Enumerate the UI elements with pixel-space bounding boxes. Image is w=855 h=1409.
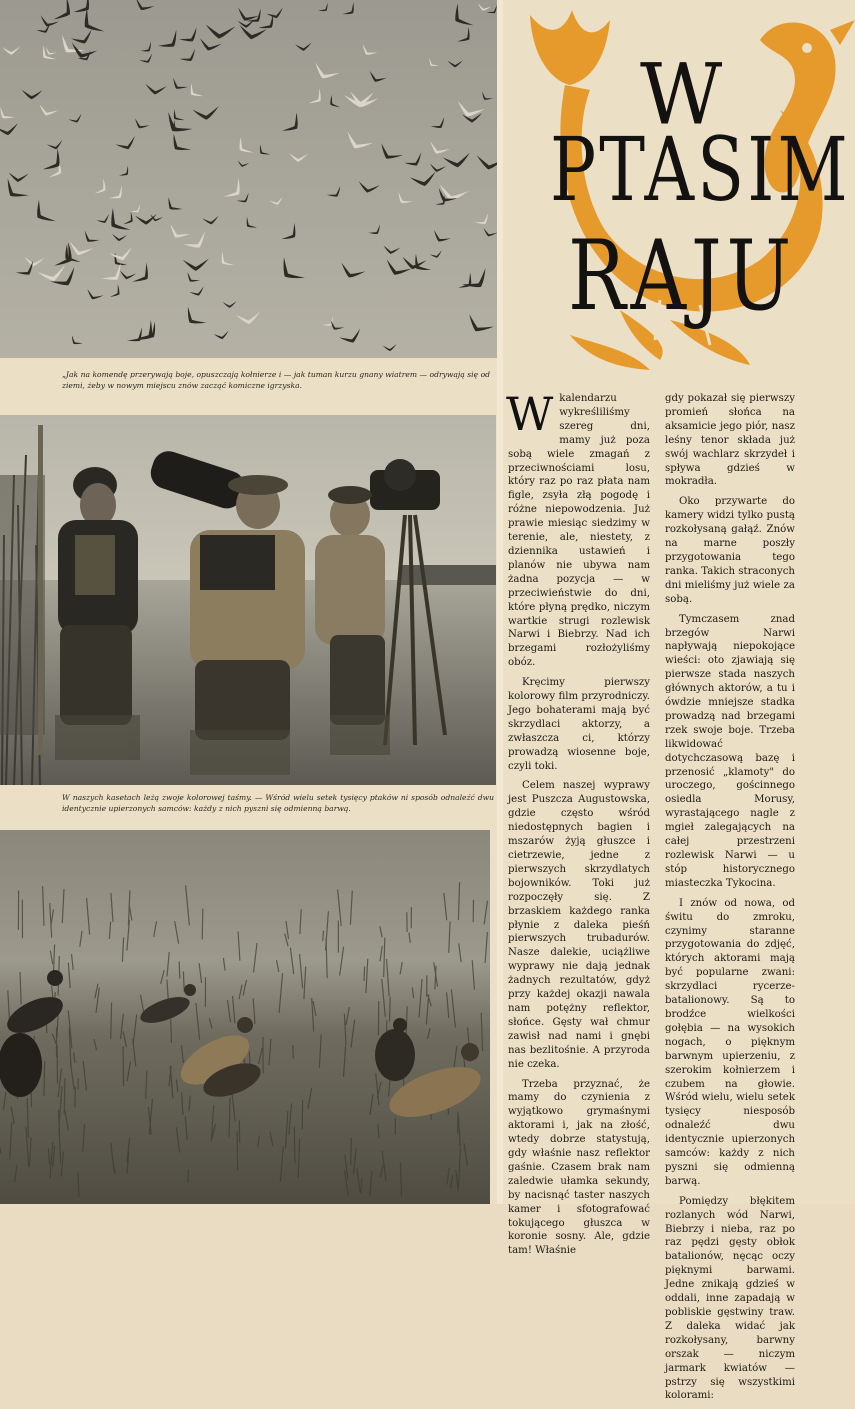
grass-blade bbox=[390, 997, 391, 1022]
grass-blade bbox=[171, 1019, 172, 1043]
paragraph-text: kalendarzu wykreśliliśmy szereg dni, mamy już poza sobą wiele zmagań z przeciwnościami losu, który raz po raz płata nam figle, zsyła złą pogodę i różne niepowodzenia. Już prawie miesiąc siedzimy w terenie, ale, niestety, z dziennika ustawień i planów nie ubywa nam żadna pozycja — w przeciwieństwie do dni, które płyną prędko, niczym wartkie strugi rozlewisk Narwi i Biebrzy. Nad ich brzegami rozłożyliśmy obóz. bbox=[508, 393, 650, 668]
grass-blade bbox=[123, 1046, 124, 1086]
grass-blade bbox=[44, 1061, 45, 1096]
article-paragraph: I znów od nowa, od świtu do zmroku, czynimy staranne przygotowania do zdjęć, których aktorami mają być popularne zwani: skrzydlaci rycerze-batalionowy. Są to brodźce wielkości gołębia — na wysokich nogach, o pięknym barwnym upierzeniu, z szerokim kołnierzem i czubem na głowie. Wśród wielu, wielu setek tysięcy niesposób odnaleźć dwu identycznie upierzonych samców: każdy z nich pyszni się odmienną barwą. bbox=[665, 897, 795, 1189]
article-paragraph: gdy pokazał się pierwszy promień słońca na aksamicie jego piór, nasz leśny tenor składa już swój wachlarz skrzydeł i spływa gdzieś w mokradła. bbox=[665, 392, 795, 489]
photo-film-crew bbox=[0, 415, 496, 785]
grass-blade bbox=[293, 1045, 294, 1059]
caption-film-crew: W naszych kasetach leżą zwoje kolorowej taśmy. — Wśród wielu setek tysięcy ptaków ni sposób odnaleźć dwu identycznie upierzonych samców: każdy z nich pyszni się odmienną barwą. bbox=[62, 793, 494, 814]
article-paragraph: Trzeba przyznać, że mamy do czynienia z wyjątkowo grymaśnymi aktorami i, jak na złość, wtedy dobrze statystują, gdy właśnie nasz reflektor gaśnie. Czasem brak nam zaledwie ułamka sekundy, by nacisnąć taster naszych kamer i sfotografować tokującego głuszca w koronie sosny. Ale, gdzie tam! Właśnie bbox=[508, 1078, 650, 1259]
article-paragraph: Kręcimy pierwszy kolorowy film przyrodniczy. Jego bohaterami mają być skrzydlaci aktorzy, a zwłaszcza ci, którzy prowadzą wiosenne boje, czyli toki. bbox=[508, 676, 650, 773]
article-paragraph: Pomiędzy błękitem rozlanych wód Narwi, Biebrzy i nieba, raz po raz pędzi gęsty obłok batalionów, nęcąc oczy pięknymi barwami. Jedne znikają gdzieś w oddali, inne zapadają w pobliskie gęstwiny traw. Z daleka widać jak rozkołysany, barwny orszak — niczym jarmark kwiatów — pstrzy się wszystkimi kolorami: bbox=[665, 1195, 795, 1404]
grass-blade bbox=[183, 972, 184, 992]
article-column-left bbox=[508, 392, 650, 1264]
grass-blade bbox=[202, 909, 203, 940]
grass-blade bbox=[302, 1100, 303, 1130]
title-artwork bbox=[510, 0, 855, 385]
grass-blade bbox=[323, 931, 324, 941]
grass-blade bbox=[64, 1078, 65, 1113]
grass-blade bbox=[294, 1127, 295, 1163]
drop-cap: W bbox=[506, 394, 553, 434]
article-paragraph: Tymczasem znad brzegów Narwi napływają niepokojące wieści: oto zjawiają się pierwsze stada naszych głównych aktorów, a tu i ówdzie mniejsze stadka prowadzą nad brzegami rzek swoje boje. Trzeba likwidować dotychczasową bazę i przenosić „klamoty" do uroczego, gościnnego osiedla Morusy, wyrastającego nagle z mgieł zalegających na całej przestrzeni rozlewisk Narwi — u stóp historycznego miasteczka Tykocina. bbox=[665, 613, 795, 891]
title-word-ptasim: PTASIM bbox=[550, 118, 851, 221]
caption-bird-flock: „Jak na komendę przerywają boje, opuszczają kołnierze i — jak tuman kurzu gnany wiatrem — odrywają się od ziemi, żeby w nowym miejscu znów zacząć komiczne igrzyska. bbox=[62, 370, 490, 391]
article-paragraph bbox=[508, 392, 650, 670]
grass-blade bbox=[179, 961, 180, 978]
grass-blade bbox=[351, 1138, 352, 1165]
article-column-right bbox=[665, 392, 795, 1409]
article-paragraph: Celem naszej wyprawy jest Puszcza Augustowska, gdzie często wśród niedostępnych bagien i mszarów żyją głuszce i cietrzewie, jedne z pierwszych skrzydlatych bojowników. Toki już rozpoczęły się. Z brzaskiem każdego ranka płynie z daleka pieśń pierwszych trubadurów. Nasze dalekie, uciążliwe wyprawy nie dają jednak żadnych rezultatów, gdyż przy każdej okazji nawala nam potężny reflektor, słońce. Gęsty wał chmur zawisł nad nami i gnębi nas bezlitośnie. A przyroda nie czeka. bbox=[508, 779, 650, 1071]
photo-ruffs-grass bbox=[0, 830, 490, 1204]
grass-blade bbox=[364, 967, 365, 981]
title-word-raju: RAJU bbox=[568, 220, 796, 332]
title-word-w: W bbox=[640, 46, 724, 144]
article-paragraph: Oko przywarte do kamery widzi tylko pustą rozkołysaną gałąź. Znów na marne poszły przygotowania tego ranka. Takich straconych dni mieliśmy już wiele za sobą. bbox=[665, 495, 795, 606]
photo-bird-flock bbox=[0, 0, 498, 358]
page-gutter bbox=[497, 0, 503, 1204]
